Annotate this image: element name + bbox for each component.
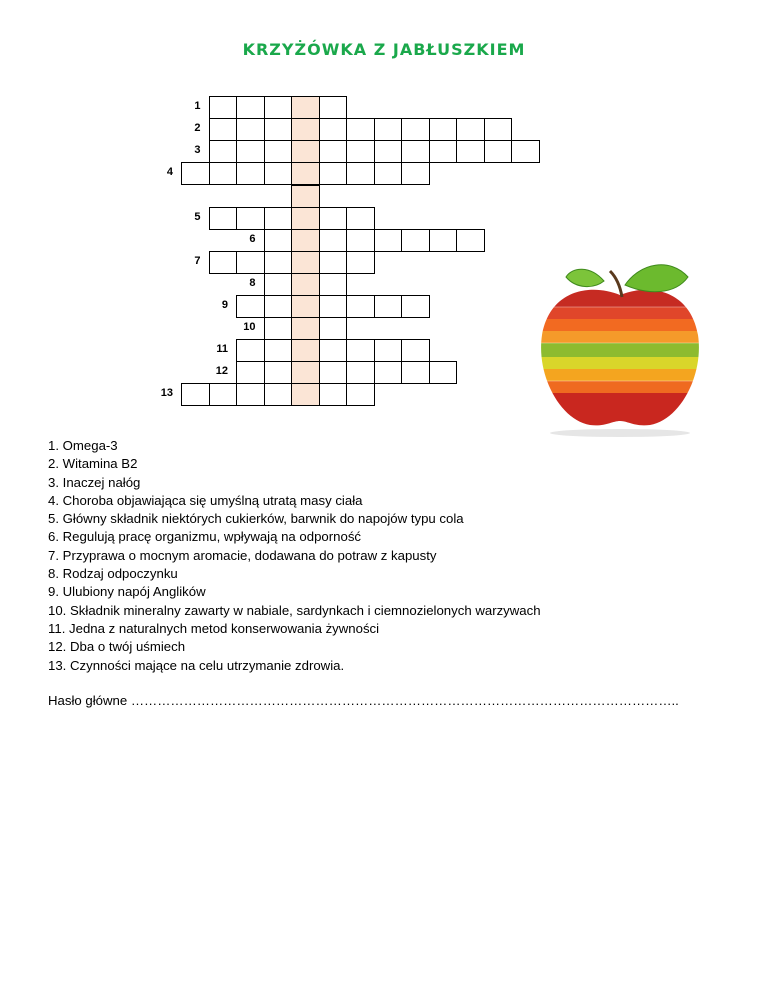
clue-number-10: 10 <box>243 321 256 333</box>
crossword-cell[interactable] <box>236 118 265 141</box>
crossword-cell[interactable] <box>401 229 430 252</box>
crossword-cell[interactable] <box>401 118 430 141</box>
crossword-cell[interactable] <box>291 273 320 296</box>
crossword-cell[interactable] <box>236 207 265 230</box>
crossword-cell[interactable] <box>346 118 375 141</box>
crossword-cell[interactable] <box>401 140 430 163</box>
crossword-cell[interactable] <box>319 96 348 119</box>
clue-item: 7. Przyprawa o mocnym aromacie, dodawana do potraw z kapusty <box>48 547 437 563</box>
crossword-cell[interactable] <box>374 140 403 163</box>
crossword-cell[interactable] <box>291 317 320 340</box>
clue-item: 10. Składnik mineralny zawarty w nabiale, sardynkach i ciemnozielonych warzywach <box>48 602 541 618</box>
clue-number-7: 7 <box>194 255 201 267</box>
crossword-cell[interactable] <box>401 162 430 185</box>
crossword-cell[interactable] <box>264 273 293 296</box>
crossword-cell[interactable] <box>291 118 320 141</box>
crossword-cell[interactable] <box>429 361 458 384</box>
crossword-cell[interactable] <box>264 383 293 406</box>
clue-item: 12. Dba o twój uśmiech <box>48 639 186 655</box>
crossword-cell[interactable] <box>236 96 265 119</box>
crossword-cell[interactable] <box>319 383 348 406</box>
crossword-cell[interactable] <box>291 229 320 252</box>
crossword-cell[interactable] <box>264 229 293 252</box>
crossword-cell[interactable] <box>291 207 320 230</box>
clue-item: 13. Czynności mające na celu utrzymanie zdrowia. <box>48 657 345 673</box>
crossword-cell[interactable] <box>319 317 348 340</box>
crossword-cell[interactable] <box>346 162 375 185</box>
clue-item: 5. Główny składnik niektórych cukierków, barwnik do napojów typu cola <box>48 511 464 527</box>
page-title: KRZYŻÓWKA Z JABŁUSZKIEM <box>242 40 526 59</box>
crossword-cell[interactable] <box>264 251 293 274</box>
sliced-apple-image <box>530 255 710 440</box>
crossword-cell[interactable] <box>319 339 348 362</box>
crossword-cell[interactable] <box>209 162 238 185</box>
crossword-cell[interactable] <box>236 295 265 318</box>
clue-item: 1. Omega-3 <box>48 438 118 453</box>
crossword-cell[interactable] <box>291 140 320 163</box>
crossword-cell[interactable] <box>429 140 458 163</box>
crossword-cell[interactable] <box>181 383 210 406</box>
clue-item: 3. Inaczej nałóg <box>48 474 141 490</box>
crossword-cell[interactable] <box>291 383 320 406</box>
crossword-cell[interactable] <box>264 295 293 318</box>
crossword-cell[interactable] <box>319 361 348 384</box>
crossword-cell[interactable] <box>236 383 265 406</box>
clue-number-9: 9 <box>221 299 228 311</box>
crossword-cell[interactable] <box>346 295 375 318</box>
crossword-cell[interactable] <box>236 339 265 362</box>
clue-item: 8. Rodzaj odpoczynku <box>48 566 178 582</box>
crossword-cell[interactable] <box>374 229 403 252</box>
crossword-cell[interactable] <box>346 251 375 274</box>
crossword-cell[interactable] <box>456 118 485 141</box>
crossword-cell[interactable] <box>319 207 348 230</box>
crossword-cell[interactable] <box>319 251 348 274</box>
crossword-cell[interactable] <box>291 251 320 274</box>
crossword-cell[interactable] <box>236 162 265 185</box>
clue-number-6: 6 <box>249 233 256 245</box>
crossword-cell[interactable] <box>484 140 513 163</box>
clue-number-2: 2 <box>194 122 201 134</box>
clue-number-3: 3 <box>194 144 201 156</box>
crossword-cell[interactable] <box>209 118 238 141</box>
crossword-cell[interactable] <box>236 140 265 163</box>
crossword-cell[interactable] <box>346 361 375 384</box>
crossword-cell[interactable] <box>374 118 403 141</box>
clue-number-8: 8 <box>249 277 256 289</box>
crossword-cell[interactable] <box>291 295 320 318</box>
crossword-cell[interactable] <box>319 229 348 252</box>
crossword-cell[interactable] <box>429 229 458 252</box>
crossword-cell[interactable] <box>374 162 403 185</box>
crossword-cell[interactable] <box>291 361 320 384</box>
crossword-cell[interactable] <box>264 339 293 362</box>
crossword-cell[interactable] <box>209 251 238 274</box>
crossword-cell[interactable] <box>264 207 293 230</box>
crossword-cell[interactable] <box>401 295 430 318</box>
crossword-cell[interactable] <box>264 118 293 141</box>
crossword-cell[interactable] <box>374 339 403 362</box>
crossword-cell[interactable] <box>346 140 375 163</box>
clue-list <box>48 437 541 675</box>
crossword-cell[interactable] <box>346 229 375 252</box>
crossword-cell[interactable] <box>264 162 293 185</box>
clue-number-13: 13 <box>160 387 173 399</box>
crossword-cell[interactable] <box>236 361 265 384</box>
crossword-cell[interactable] <box>319 295 348 318</box>
clue-item: 2. Witamina B2 <box>48 456 138 472</box>
clue-item: 4. Choroba objawiająca się umyślną utratą masy ciała <box>48 492 363 508</box>
crossword-cell[interactable] <box>456 140 485 163</box>
crossword-cell[interactable] <box>181 162 210 185</box>
crossword-cell[interactable] <box>346 383 375 406</box>
clue-item: 6. Regulują pracę organizmu, wpływają na odporność <box>48 529 362 545</box>
crossword-cell[interactable] <box>374 361 403 384</box>
clue-number-1: 1 <box>194 100 201 112</box>
clue-number-11: 11 <box>216 343 228 355</box>
crossword-cell[interactable] <box>319 118 348 141</box>
crossword-cell[interactable] <box>319 162 348 185</box>
crossword-cell[interactable] <box>511 140 540 163</box>
clue-number-4: 4 <box>166 166 173 178</box>
crossword-cell[interactable] <box>401 361 430 384</box>
crossword-cell[interactable] <box>346 207 375 230</box>
crossword-cell[interactable] <box>264 361 293 384</box>
crossword-cell[interactable] <box>236 251 265 274</box>
crossword-cell[interactable] <box>264 140 293 163</box>
crossword-cell[interactable] <box>346 339 375 362</box>
crossword-cell[interactable] <box>209 140 238 163</box>
clue-number-12: 12 <box>215 365 228 377</box>
crossword-cell[interactable] <box>456 229 485 252</box>
crossword-cell[interactable] <box>291 339 320 362</box>
clue-item: 9. Ulubiony napój Anglików <box>48 584 206 600</box>
main-answer-line: Hasło główne …………………………………………………………………………………………………………….. <box>48 693 679 708</box>
crossword-cell[interactable] <box>429 118 458 141</box>
crossword-cell[interactable] <box>209 383 238 406</box>
crossword-cell[interactable] <box>319 140 348 163</box>
clue-number-5: 5 <box>194 211 201 223</box>
crossword-cell[interactable] <box>209 96 238 119</box>
crossword-cell[interactable] <box>319 273 348 296</box>
crossword-cell[interactable] <box>374 295 403 318</box>
crossword-cell[interactable] <box>291 185 320 208</box>
clue-item: 11. Jedna z naturalnych metod konserwowania żywności <box>48 620 380 636</box>
crossword-cell[interactable] <box>264 96 293 119</box>
crossword-cell[interactable] <box>484 118 513 141</box>
crossword-cell[interactable] <box>291 96 320 119</box>
crossword-cell[interactable] <box>209 207 238 230</box>
crossword-cell[interactable] <box>291 162 320 185</box>
crossword-cell[interactable] <box>401 339 430 362</box>
crossword-cell[interactable] <box>264 317 293 340</box>
